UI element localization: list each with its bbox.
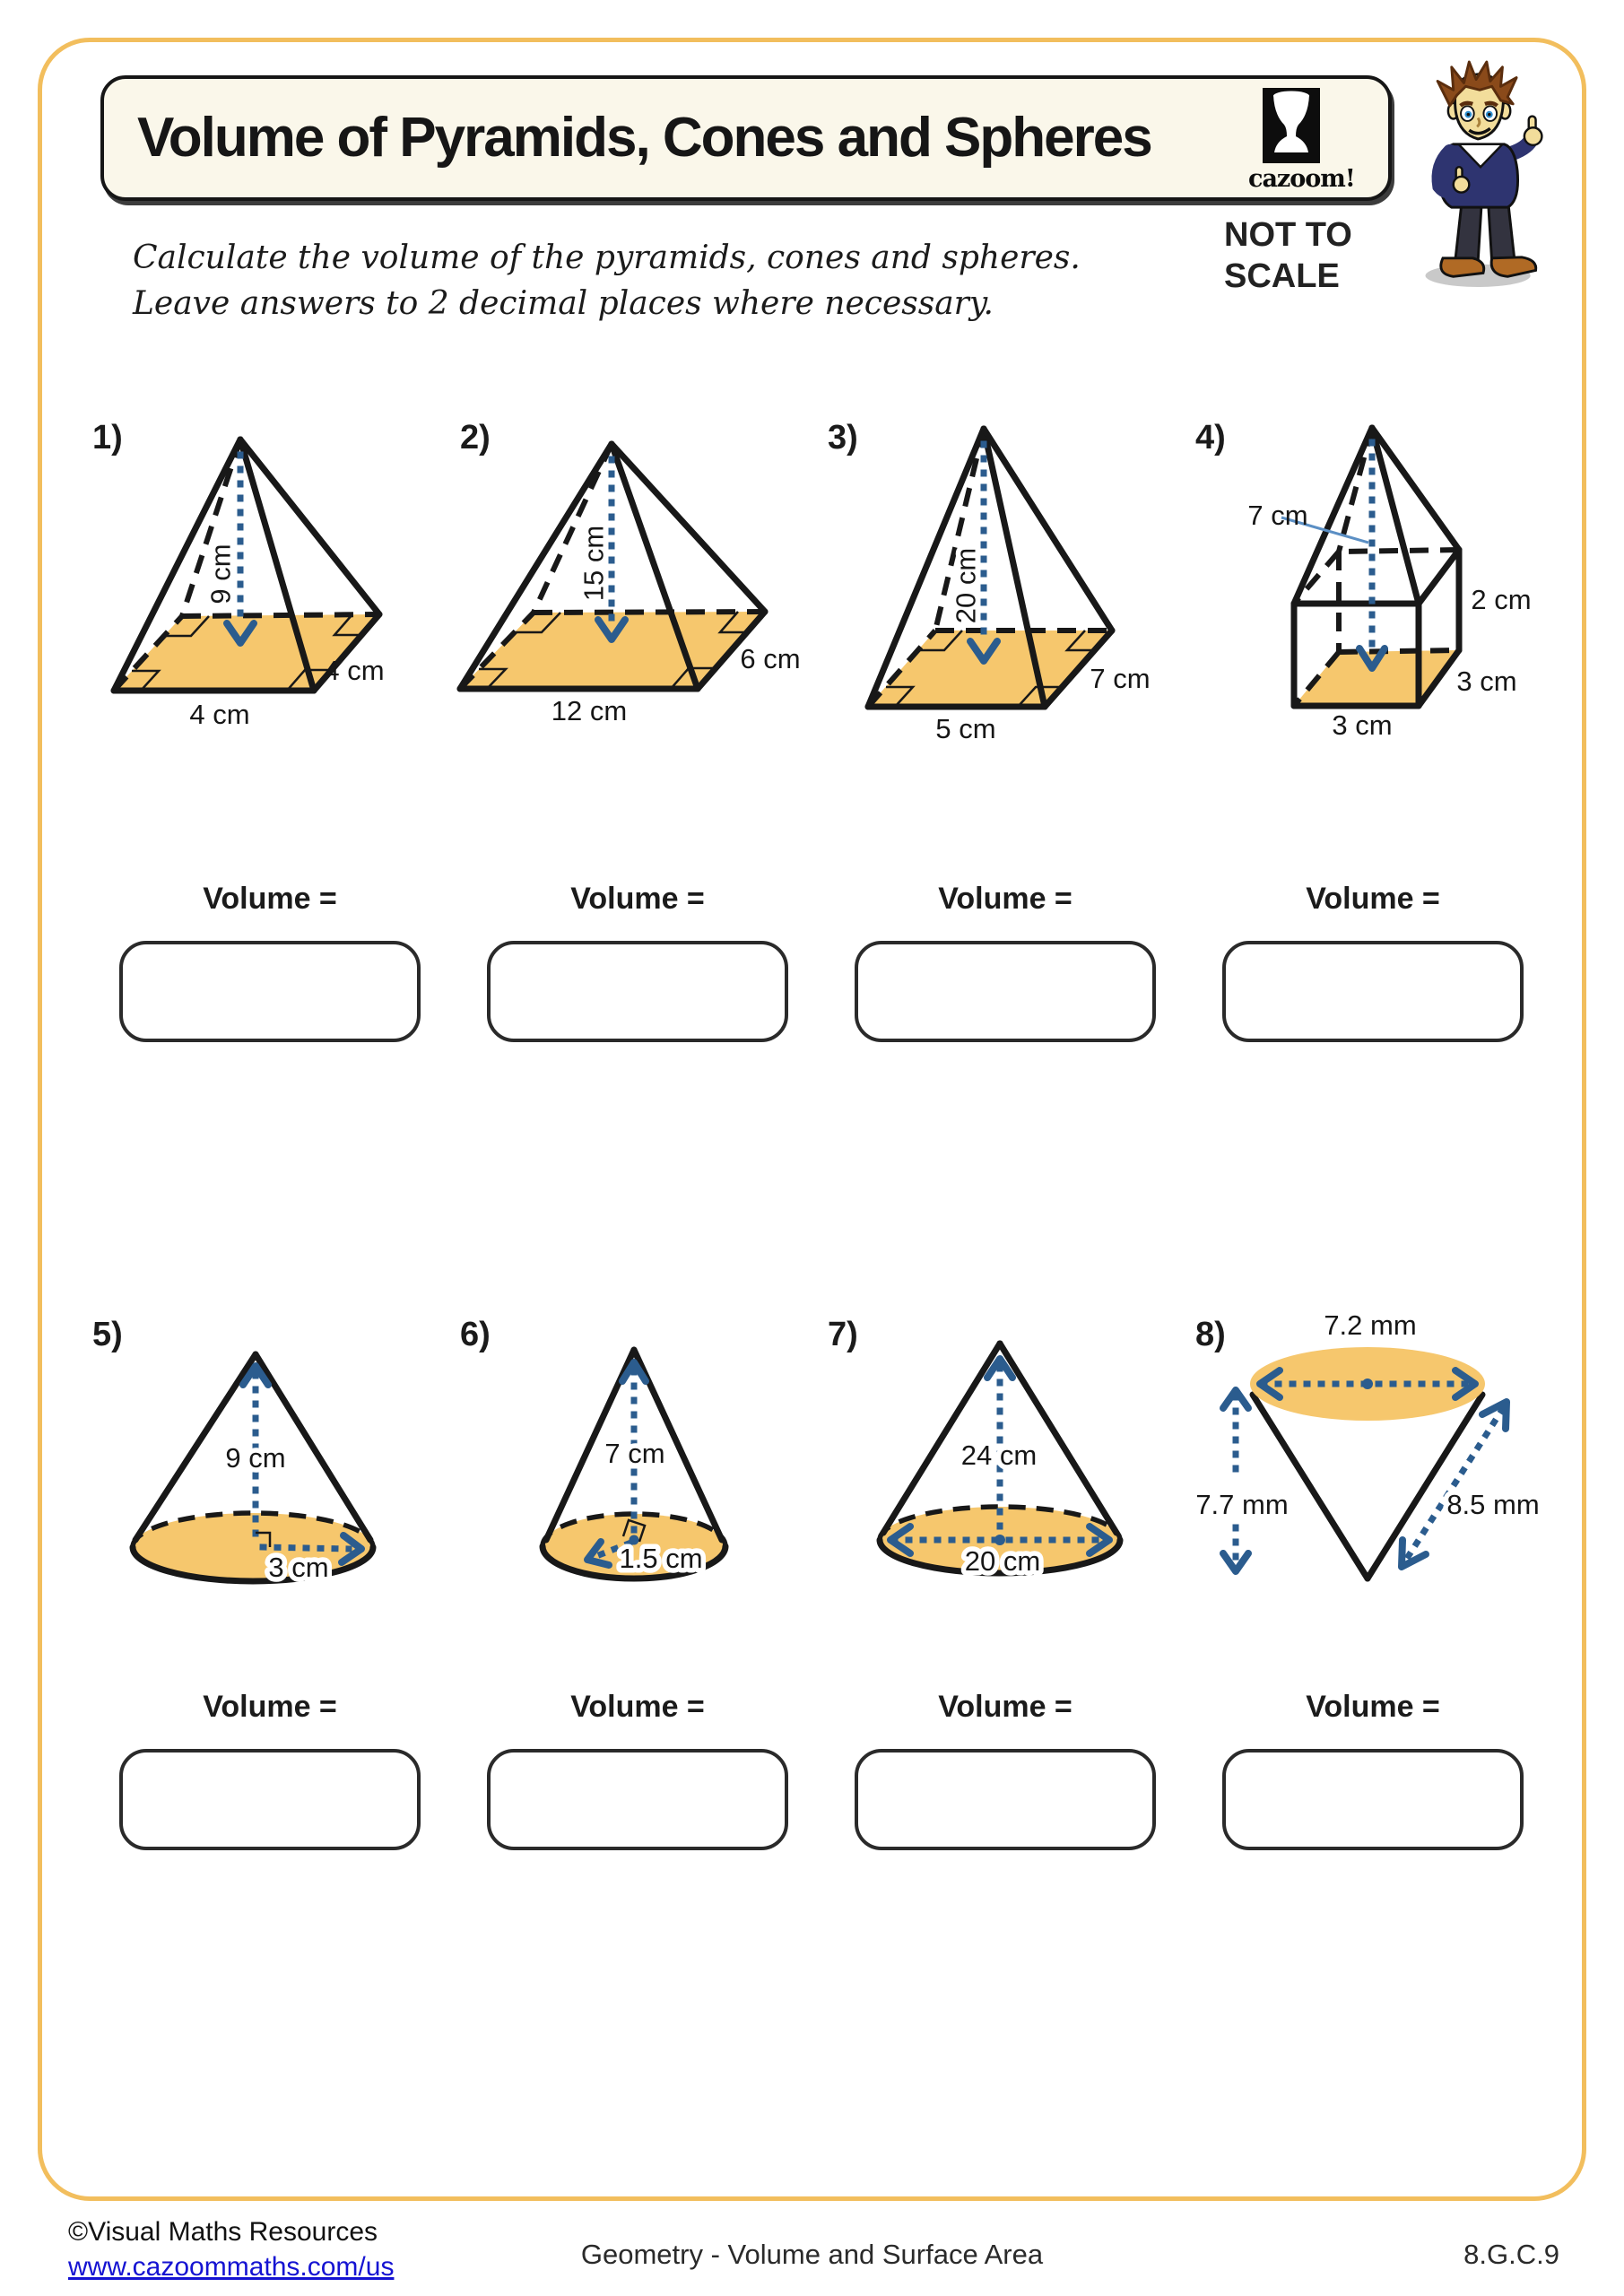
- problem-2: [453, 408, 822, 816]
- problem-number: 8): [1195, 1316, 1226, 1353]
- answer-area-2: [453, 882, 822, 1042]
- slant-height-label: 8.5 mm: [1446, 1489, 1540, 1520]
- problem-number: 7): [828, 1316, 858, 1353]
- answer-area-8: [1188, 1690, 1558, 1850]
- pyramid-on-cuboid-figure: [1188, 408, 1558, 816]
- answer-box-3[interactable]: [855, 941, 1156, 1042]
- base-front-label: 12 cm: [551, 695, 628, 726]
- height-label: 20 cm: [950, 547, 982, 624]
- problem-number: 5): [92, 1316, 123, 1353]
- height-label: 15 cm: [578, 525, 610, 602]
- answer-area-5: [85, 1690, 455, 1850]
- height-label: 7.7 mm: [1195, 1489, 1289, 1520]
- problem-7: [821, 1305, 1190, 1713]
- volume-label: Volume =: [1306, 1690, 1440, 1724]
- answer-box-2[interactable]: [487, 941, 788, 1042]
- base-side-label: 6 cm: [740, 643, 801, 674]
- radius-label: 3 cm: [268, 1552, 329, 1583]
- footer-standard-code: 8.G.C.9: [1463, 2239, 1559, 2270]
- base-front-label: 4 cm: [189, 699, 250, 730]
- answer-area-6: [453, 1690, 822, 1850]
- instructions-line2: Leave answers to 2 decimal places where necessary.: [133, 285, 994, 323]
- answer-box-1[interactable]: [119, 941, 421, 1042]
- answer-area-1: [85, 882, 455, 1042]
- cazoom-logo: [1248, 88, 1355, 193]
- diameter-label: 7.2 mm: [1324, 1309, 1417, 1341]
- cazoom-url-link[interactable]: www.cazoommaths.com/us: [68, 2252, 395, 2282]
- base-side-label: 3 cm: [1456, 665, 1517, 697]
- footer-topic: Geometry - Volume and Surface Area: [580, 2239, 1044, 2270]
- problem-number: 4): [1195, 419, 1226, 457]
- problem-number: 3): [828, 419, 858, 457]
- volume-label: Volume =: [203, 882, 337, 916]
- diameter-label: 20 cm: [964, 1545, 1041, 1577]
- instructions: [133, 235, 1137, 326]
- base-front-label: 3 cm: [1332, 709, 1393, 741]
- answer-box-8[interactable]: [1222, 1749, 1524, 1850]
- answer-box-7[interactable]: [855, 1749, 1156, 1850]
- answer-box-4[interactable]: [1222, 941, 1524, 1042]
- answer-box-5[interactable]: [119, 1749, 421, 1850]
- not-to-scale-line2: SCALE: [1224, 257, 1340, 295]
- problem-6: [453, 1305, 822, 1713]
- problem-number: 2): [460, 419, 491, 457]
- copyright-text: ©Visual Maths Resources: [68, 2217, 378, 2247]
- volume-label: Volume =: [1306, 882, 1440, 916]
- title-box: [100, 75, 1392, 201]
- answer-area-4: [1188, 882, 1558, 1042]
- answer-area-7: [821, 1690, 1190, 1850]
- problem-4: [1188, 408, 1558, 816]
- not-to-scale-note: [1224, 215, 1352, 297]
- radius-label: 1.5 cm: [619, 1543, 703, 1574]
- problem-number: 1): [92, 419, 123, 457]
- volume-label: Volume =: [938, 1690, 1073, 1724]
- cone-figure-6: [453, 1305, 822, 1713]
- not-to-scale-line1: NOT TO: [1224, 216, 1352, 254]
- answer-area-3: [821, 882, 1190, 1042]
- answer-box-6[interactable]: [487, 1749, 788, 1850]
- pyramid-figure-3: [821, 408, 1190, 816]
- height-label: 24 cm: [960, 1439, 1038, 1471]
- instructions-line1: Calculate the volume of the pyramids, cones and spheres.: [133, 239, 1081, 276]
- pyramid-figure-1: [85, 408, 455, 816]
- volume-label: Volume =: [570, 1690, 705, 1724]
- height-label: 9 cm: [204, 544, 237, 604]
- total-height-label: 7 cm: [1247, 500, 1308, 531]
- problem-8: [1188, 1305, 1558, 1713]
- cazoom-goblet-icon: [1263, 88, 1320, 163]
- cone-figure-5: [85, 1305, 455, 1713]
- student-character-illustration: [1406, 57, 1557, 292]
- page-title: Volume of Pyramids, Cones and Spheres: [137, 107, 1151, 169]
- base-side-label: 4 cm: [324, 655, 385, 686]
- cone-figure-7: [821, 1305, 1190, 1713]
- inverted-cone-figure-8: [1188, 1305, 1558, 1713]
- prism-height-label: 2 cm: [1471, 584, 1532, 615]
- problem-3: [821, 408, 1190, 816]
- problem-5: [85, 1305, 455, 1713]
- volume-label: Volume =: [570, 882, 705, 916]
- height-label: 9 cm: [225, 1442, 286, 1474]
- base-side-label: 7 cm: [1090, 663, 1151, 694]
- pyramid-figure-2: [453, 408, 822, 816]
- problem-number: 6): [460, 1316, 491, 1353]
- problem-1: [85, 408, 455, 816]
- page-border-frame: [38, 38, 1586, 2201]
- height-label: 7 cm: [604, 1438, 665, 1469]
- volume-label: Volume =: [938, 882, 1073, 916]
- base-front-label: 5 cm: [935, 713, 996, 744]
- volume-label: Volume =: [203, 1690, 337, 1724]
- cazoom-logo-text: cazoom!: [1248, 165, 1355, 193]
